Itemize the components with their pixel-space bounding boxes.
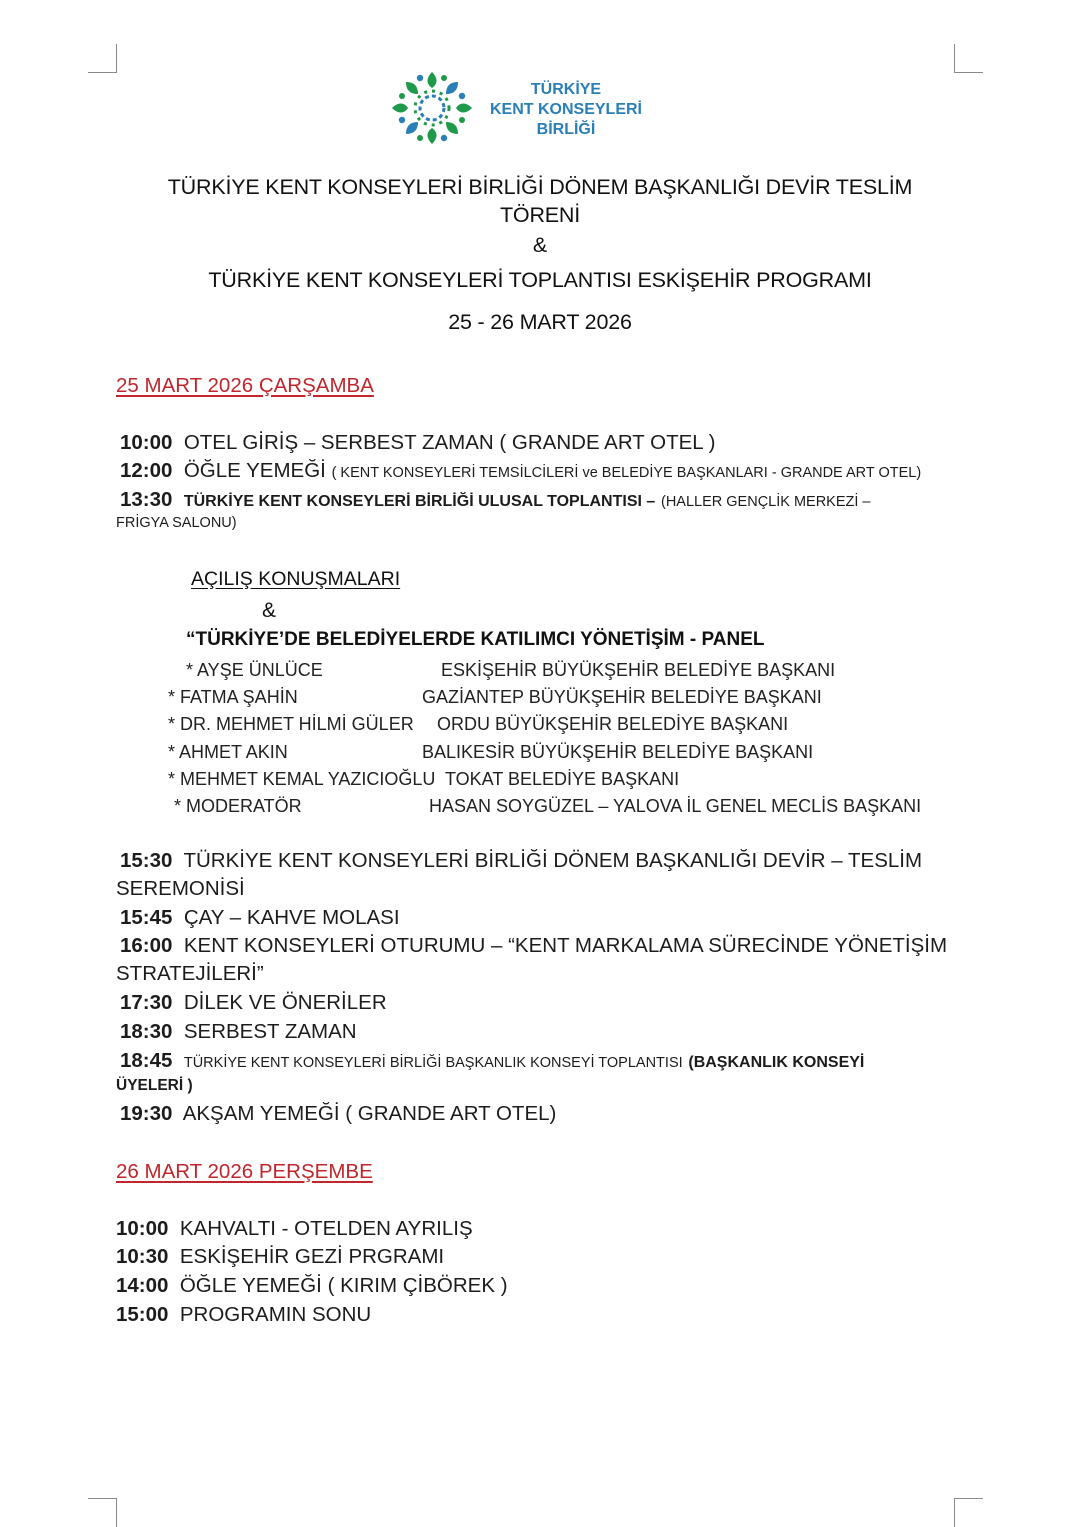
panel-ampersand: & <box>262 599 277 622</box>
schedule-item <box>120 1049 960 1073</box>
schedule-text: KENT KONSEYLERİ OTURUMU – “KENT MARKALAMA SÜRECİNDE YÖNETİŞİM <box>183 934 948 957</box>
crop-mark-bottom-left <box>88 1498 117 1527</box>
schedule-continuation: STRATEJİLERİ” <box>116 962 264 985</box>
panel-speaker-role: BALIKESİR BÜYÜKŞEHİR BELEDİYE BAŞKANI <box>422 742 814 762</box>
schedule-item <box>120 488 960 512</box>
schedule-item <box>120 849 960 873</box>
day-2-heading: 26 MART 2026 PERŞEMBE <box>116 1160 373 1183</box>
schedule-note: (BAŞKANLIK KONSEYİ <box>688 1054 865 1071</box>
schedule-text: TÜRKİYE KENT KONSEYLERİ BİRLİĞİ ULUSAL TOPLANTISI – <box>183 493 656 510</box>
schedule-time: 14:00 <box>116 1274 169 1297</box>
schedule-text: TÜRKİYE KENT KONSEYLERİ BİRLİĞİ DÖNEM BAŞKANLIĞI DEVİR – TESLİM <box>183 849 923 872</box>
schedule-item <box>116 1245 956 1269</box>
schedule-item <box>116 1274 956 1298</box>
schedule-item <box>120 906 960 930</box>
schedule-text: DİLEK VE ÖNERİLER <box>183 991 387 1014</box>
panel-speaker-name: * AHMET AKIN <box>168 742 288 762</box>
schedule-text: ESKİŞEHİR GEZİ PRGRAMI <box>179 1245 445 1268</box>
panel-speaker-role: ESKİŞEHİR BÜYÜKŞEHİR BELEDİYE BAŞKANI <box>441 660 836 680</box>
schedule-note: ( KENT KONSEYLERİ TEMSİLCİLERİ ve BELEDİYE BAŞKANLARI - GRANDE ART OTEL) <box>331 465 922 481</box>
schedule-item <box>120 991 960 1015</box>
logo-line-2: KENT KONSEYLERİ <box>489 101 642 118</box>
schedule-text: ÖĞLE YEMEĞİ <box>183 459 326 482</box>
panel-speaker-name: * DR. MEHMET HİLMİ GÜLER <box>168 714 414 734</box>
schedule-time: 18:45 <box>120 1049 173 1072</box>
panel-speaker-name: * MODERATÖR <box>174 796 302 816</box>
schedule-item <box>116 1303 956 1327</box>
schedule-text: AKŞAM YEMEĞİ ( GRANDE ART OTEL) <box>182 1102 557 1125</box>
panel-speaker-name: * FATMA ŞAHİN <box>168 687 298 707</box>
panel-speaker-name: * MEHMET KEMAL YAZICIOĞLU <box>168 769 436 789</box>
document-title-line-3: TÜRKİYE KENT KONSEYLERİ TOPLANTISI ESKİŞEHİR PROGRAMI <box>208 268 872 292</box>
schedule-time: 12:00 <box>120 459 173 482</box>
logo-wordmark <box>486 80 646 140</box>
panel-speaker-role: TOKAT BELEDİYE BAŞKANI <box>445 769 680 789</box>
logo-emblem-icon <box>386 68 478 148</box>
schedule-time: 15:00 <box>116 1303 169 1326</box>
schedule-item <box>120 431 960 455</box>
crop-mark-top-left <box>88 44 117 73</box>
schedule-time: 13:30 <box>120 488 173 511</box>
schedule-time: 17:30 <box>120 991 173 1014</box>
schedule-time: 19:30 <box>120 1102 173 1125</box>
panel-speaker-name: * AYŞE ÜNLÜCE <box>186 660 323 680</box>
panel-speaker-role: ORDU BÜYÜKŞEHİR BELEDİYE BAŞKANI <box>437 714 789 734</box>
schedule-note: (HALLER GENÇLİK MERKEZİ – <box>661 494 871 510</box>
panel-title: “TÜRKİYE’DE BELEDİYELERDE KATILIMCI YÖNETİŞİM - PANEL <box>186 629 765 650</box>
organization-logo <box>386 68 686 148</box>
schedule-text: KAHVALTI - OTELDEN AYRILIŞ <box>179 1217 473 1240</box>
schedule-text: TÜRKİYE KENT KONSEYLERİ BİRLİĞİ BAŞKANLIK KONSEYİ TOPLANTISI <box>183 1055 683 1071</box>
day-1-heading: 25 MART 2026 ÇARŞAMBA <box>116 374 374 397</box>
schedule-item <box>120 1102 960 1126</box>
document-dates: 25 - 26 MART 2026 <box>448 310 632 334</box>
schedule-item <box>120 459 960 483</box>
schedule-item <box>120 1020 960 1044</box>
schedule-time: 15:45 <box>120 906 173 929</box>
document-title-line-2: TÖRENİ <box>499 203 581 227</box>
schedule-time: 10:30 <box>116 1245 169 1268</box>
logo-line-1: TÜRKİYE <box>530 81 602 98</box>
document-title-ampersand: & <box>532 233 548 257</box>
schedule-text: ÖĞLE YEMEĞİ ( KIRIM ÇİBÖREK ) <box>179 1274 508 1297</box>
schedule-item <box>120 934 960 958</box>
panel-speaker-role: HASAN SOYGÜZEL – YALOVA İL GENEL MECLİS BAŞKANI <box>429 796 922 816</box>
crop-mark-bottom-right <box>954 1498 983 1527</box>
schedule-continuation: ÜYELERİ ) <box>116 1077 193 1094</box>
schedule-text: PROGRAMIN SONU <box>179 1303 372 1326</box>
opening-speeches-heading: AÇILIŞ KONUŞMALARI <box>191 568 401 590</box>
schedule-continuation: FRİGYA SALONU) <box>116 515 237 531</box>
schedule-time: 10:00 <box>116 1217 169 1240</box>
schedule-time: 18:30 <box>120 1020 173 1043</box>
schedule-time: 10:00 <box>120 431 173 454</box>
schedule-text: ÇAY – KAHVE MOLASI <box>183 906 400 929</box>
logo-line-3: BİRLİĞİ <box>536 121 596 138</box>
schedule-time: 15:30 <box>120 849 173 872</box>
panel-speaker-role: GAZİANTEP BÜYÜKŞEHİR BELEDİYE BAŞKANI <box>422 687 822 707</box>
schedule-item <box>116 1217 956 1241</box>
document-title-line-1: TÜRKİYE KENT KONSEYLERİ BİRLİĞİ DÖNEM BAŞKANLIĞI DEVİR TESLİM <box>167 175 913 199</box>
schedule-continuation: SEREMONİSİ <box>116 877 245 900</box>
schedule-time: 16:00 <box>120 934 173 957</box>
schedule-text: SERBEST ZAMAN <box>183 1020 357 1043</box>
crop-mark-top-right <box>954 44 983 73</box>
schedule-text: OTEL GİRİŞ – SERBEST ZAMAN ( GRANDE ART OTEL ) <box>183 431 716 454</box>
